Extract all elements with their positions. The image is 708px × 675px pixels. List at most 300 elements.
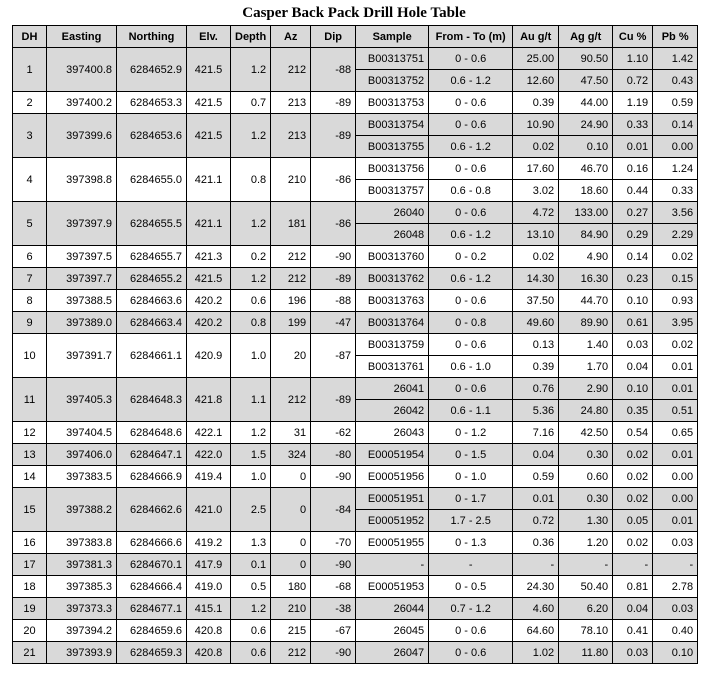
cell-dh: 13	[13, 444, 47, 466]
cell-from-to: 0.6 - 1.2	[429, 224, 513, 246]
cell-depth: 1.0	[231, 334, 271, 378]
cell-cu: 0.02	[613, 532, 653, 554]
cell-azimuth: 324	[271, 444, 311, 466]
cell-cu: 0.03	[613, 642, 653, 664]
cell-northing: 6284653.3	[117, 92, 187, 114]
header-elevation: Elv.	[187, 26, 231, 48]
header-au: Au g/t	[513, 26, 559, 48]
cell-dip: -84	[311, 488, 356, 532]
cell-from-to: 0 - 0.6	[429, 334, 513, 356]
cell-au: 12.60	[513, 70, 559, 92]
table-row	[13, 378, 698, 400]
cell-au: 64.60	[513, 620, 559, 642]
cell-cu: 1.19	[613, 92, 653, 114]
cell-pb: 0.01	[653, 356, 698, 378]
cell-depth: 2.5	[231, 488, 271, 532]
cell-au: 5.36	[513, 400, 559, 422]
cell-elevation: 420.8	[187, 642, 231, 664]
cell-ag: 0.30	[559, 444, 613, 466]
cell-from-to: 0 - 0.6	[429, 48, 513, 70]
cell-au: 0.36	[513, 532, 559, 554]
table-row	[13, 620, 698, 642]
table-row	[13, 290, 698, 312]
cell-dip: -86	[311, 202, 356, 246]
table-row	[13, 334, 698, 356]
cell-cu: 0.02	[613, 444, 653, 466]
cell-cu: 0.44	[613, 180, 653, 202]
cell-easting: 397406.0	[47, 444, 117, 466]
cell-pb: 0.01	[653, 444, 698, 466]
cell-depth: 0.5	[231, 576, 271, 598]
cell-au: 13.10	[513, 224, 559, 246]
cell-sample: B00313752	[356, 70, 429, 92]
cell-sample: B00313756	[356, 158, 429, 180]
cell-northing: 6284648.6	[117, 422, 187, 444]
cell-sample: 26041	[356, 378, 429, 400]
cell-dip: -80	[311, 444, 356, 466]
cell-elevation: 421.1	[187, 158, 231, 202]
cell-easting: 397391.7	[47, 334, 117, 378]
cell-dip: -88	[311, 48, 356, 92]
table-row	[13, 554, 698, 576]
cell-northing: 6284652.9	[117, 48, 187, 92]
cell-sample: 26042	[356, 400, 429, 422]
header-azimuth: Az	[271, 26, 311, 48]
cell-cu: 0.04	[613, 598, 653, 620]
cell-cu: 0.23	[613, 268, 653, 290]
cell-ag: 50.40	[559, 576, 613, 598]
cell-depth: 1.5	[231, 444, 271, 466]
cell-dip: -90	[311, 246, 356, 268]
cell-cu: 0.01	[613, 136, 653, 158]
cell-pb: 0.10	[653, 642, 698, 664]
cell-northing: 6284670.1	[117, 554, 187, 576]
cell-northing: 6284666.6	[117, 532, 187, 554]
cell-dh: 10	[13, 334, 47, 378]
cell-ag: 1.40	[559, 334, 613, 356]
cell-northing: 6284666.4	[117, 576, 187, 598]
cell-easting: 397400.2	[47, 92, 117, 114]
cell-from-to: 0 - 1.2	[429, 422, 513, 444]
cell-ag: 1.70	[559, 356, 613, 378]
cell-from-to: 0 - 1.7	[429, 488, 513, 510]
cell-dh: 2	[13, 92, 47, 114]
cell-cu: 0.02	[613, 488, 653, 510]
cell-dh: 15	[13, 488, 47, 532]
cell-from-to: 0 - 1.0	[429, 466, 513, 488]
cell-dh: 5	[13, 202, 47, 246]
cell-pb: 0.33	[653, 180, 698, 202]
cell-easting: 397399.6	[47, 114, 117, 158]
header-dip: Dip	[311, 26, 356, 48]
cell-easting: 397381.3	[47, 554, 117, 576]
cell-au: 0.39	[513, 92, 559, 114]
cell-sample: 26045	[356, 620, 429, 642]
cell-azimuth: 210	[271, 158, 311, 202]
cell-from-to: 0 - 0.6	[429, 202, 513, 224]
cell-elevation: 417.9	[187, 554, 231, 576]
cell-au: 49.60	[513, 312, 559, 334]
table-row	[13, 48, 698, 70]
cell-pb: 2.78	[653, 576, 698, 598]
cell-au: 7.16	[513, 422, 559, 444]
cell-au: 0.72	[513, 510, 559, 532]
cell-dh: 1	[13, 48, 47, 92]
cell-azimuth: 196	[271, 290, 311, 312]
cell-ag: 0.60	[559, 466, 613, 488]
cell-ag: 1.20	[559, 532, 613, 554]
cell-azimuth: 20	[271, 334, 311, 378]
cell-pb: 0.02	[653, 246, 698, 268]
cell-depth: 1.2	[231, 268, 271, 290]
table-row	[13, 444, 698, 466]
cell-elevation: 422.0	[187, 444, 231, 466]
cell-from-to: 0.6 - 1.2	[429, 136, 513, 158]
cell-northing: 6284666.9	[117, 466, 187, 488]
cell-sample: B00313764	[356, 312, 429, 334]
cell-easting: 397393.9	[47, 642, 117, 664]
cell-from-to: 1.7 - 2.5	[429, 510, 513, 532]
cell-elevation: 419.0	[187, 576, 231, 598]
cell-ag: 42.50	[559, 422, 613, 444]
header-depth: Depth	[231, 26, 271, 48]
cell-cu: 0.81	[613, 576, 653, 598]
cell-au: 0.76	[513, 378, 559, 400]
cell-cu: 0.29	[613, 224, 653, 246]
cell-azimuth: 212	[271, 268, 311, 290]
cell-pb: 0.40	[653, 620, 698, 642]
cell-sample: B00313763	[356, 290, 429, 312]
cell-pb: 0.01	[653, 378, 698, 400]
cell-au: -	[513, 554, 559, 576]
cell-northing: 6284655.0	[117, 158, 187, 202]
cell-dip: -89	[311, 114, 356, 158]
cell-northing: 6284663.4	[117, 312, 187, 334]
table-row	[13, 422, 698, 444]
cell-pb: 2.29	[653, 224, 698, 246]
cell-pb: -	[653, 554, 698, 576]
table-row	[13, 488, 698, 510]
cell-sample: B00313754	[356, 114, 429, 136]
cell-sample: B00313759	[356, 334, 429, 356]
cell-elevation: 421.3	[187, 246, 231, 268]
cell-dip: -86	[311, 158, 356, 202]
cell-northing: 6284648.3	[117, 378, 187, 422]
cell-elevation: 421.5	[187, 92, 231, 114]
cell-sample: -	[356, 554, 429, 576]
cell-azimuth: 199	[271, 312, 311, 334]
table-row	[13, 246, 698, 268]
cell-sample: B00313753	[356, 92, 429, 114]
cell-from-to: 0 - 0.6	[429, 378, 513, 400]
cell-from-to: 0 - 0.6	[429, 642, 513, 664]
cell-dh: 9	[13, 312, 47, 334]
cell-ag: 24.80	[559, 400, 613, 422]
cell-dh: 8	[13, 290, 47, 312]
cell-cu: -	[613, 554, 653, 576]
cell-pb: 0.93	[653, 290, 698, 312]
cell-sample: E00051952	[356, 510, 429, 532]
cell-dip: -89	[311, 378, 356, 422]
cell-pb: 0.59	[653, 92, 698, 114]
cell-easting: 397404.5	[47, 422, 117, 444]
cell-sample: E00051951	[356, 488, 429, 510]
cell-elevation: 419.4	[187, 466, 231, 488]
cell-easting: 397373.3	[47, 598, 117, 620]
header-pb: Pb %	[653, 26, 698, 48]
cell-pb: 0.01	[653, 510, 698, 532]
cell-ag: 44.00	[559, 92, 613, 114]
cell-dh: 18	[13, 576, 47, 598]
cell-au: 0.01	[513, 488, 559, 510]
cell-dh: 6	[13, 246, 47, 268]
cell-au: 24.30	[513, 576, 559, 598]
cell-easting: 397394.2	[47, 620, 117, 642]
cell-cu: 0.33	[613, 114, 653, 136]
cell-sample: B00313761	[356, 356, 429, 378]
cell-cu: 0.72	[613, 70, 653, 92]
cell-elevation: 422.1	[187, 422, 231, 444]
cell-depth: 0.8	[231, 158, 271, 202]
cell-pb: 0.14	[653, 114, 698, 136]
table-row	[13, 598, 698, 620]
cell-from-to: 0 - 0.8	[429, 312, 513, 334]
cell-au: 0.02	[513, 136, 559, 158]
cell-ag: 16.30	[559, 268, 613, 290]
cell-northing: 6284655.2	[117, 268, 187, 290]
cell-easting: 397397.7	[47, 268, 117, 290]
cell-au: 0.59	[513, 466, 559, 488]
cell-cu: 0.35	[613, 400, 653, 422]
table-row	[13, 466, 698, 488]
cell-pb: 1.42	[653, 48, 698, 70]
cell-pb: 0.65	[653, 422, 698, 444]
cell-depth: 1.0	[231, 466, 271, 488]
cell-northing: 6284661.1	[117, 334, 187, 378]
cell-cu: 0.41	[613, 620, 653, 642]
cell-au: 0.13	[513, 334, 559, 356]
cell-pb: 0.02	[653, 334, 698, 356]
cell-northing: 6284653.6	[117, 114, 187, 158]
cell-cu: 0.10	[613, 290, 653, 312]
cell-depth: 0.6	[231, 290, 271, 312]
cell-depth: 0.1	[231, 554, 271, 576]
cell-dip: -62	[311, 422, 356, 444]
cell-azimuth: 0	[271, 532, 311, 554]
cell-dh: 16	[13, 532, 47, 554]
cell-ag: 44.70	[559, 290, 613, 312]
cell-azimuth: 213	[271, 92, 311, 114]
cell-easting: 397383.8	[47, 532, 117, 554]
cell-dip: -90	[311, 642, 356, 664]
cell-pb: 0.00	[653, 136, 698, 158]
cell-ag: 90.50	[559, 48, 613, 70]
cell-au: 25.00	[513, 48, 559, 70]
table-row	[13, 92, 698, 114]
cell-dh: 14	[13, 466, 47, 488]
cell-elevation: 420.8	[187, 620, 231, 642]
cell-dip: -38	[311, 598, 356, 620]
cell-cu: 0.61	[613, 312, 653, 334]
cell-dh: 21	[13, 642, 47, 664]
cell-pb: 0.03	[653, 532, 698, 554]
cell-elevation: 419.2	[187, 532, 231, 554]
cell-depth: 1.2	[231, 48, 271, 92]
table-row	[13, 576, 698, 598]
cell-ag: 89.90	[559, 312, 613, 334]
cell-dip: -88	[311, 290, 356, 312]
cell-sample: B00313757	[356, 180, 429, 202]
cell-depth: 0.8	[231, 312, 271, 334]
cell-from-to: 0 - 1.5	[429, 444, 513, 466]
cell-pb: 3.95	[653, 312, 698, 334]
cell-northing: 6284677.1	[117, 598, 187, 620]
cell-dip: -70	[311, 532, 356, 554]
cell-azimuth: 0	[271, 466, 311, 488]
header-from-to: From - To (m)	[429, 26, 513, 48]
cell-dip: -90	[311, 466, 356, 488]
cell-sample: 26043	[356, 422, 429, 444]
cell-from-to: 0.6 - 1.0	[429, 356, 513, 378]
cell-from-to: 0 - 0.6	[429, 290, 513, 312]
cell-dip: -89	[311, 92, 356, 114]
drill-hole-table	[12, 25, 698, 664]
cell-pb: 0.15	[653, 268, 698, 290]
cell-elevation: 420.9	[187, 334, 231, 378]
cell-cu: 0.02	[613, 466, 653, 488]
cell-depth: 0.6	[231, 620, 271, 642]
cell-ag: 133.00	[559, 202, 613, 224]
cell-sample: 26044	[356, 598, 429, 620]
cell-au: 17.60	[513, 158, 559, 180]
cell-sample: E00051953	[356, 576, 429, 598]
cell-azimuth: 180	[271, 576, 311, 598]
cell-dh: 19	[13, 598, 47, 620]
header-row	[13, 26, 698, 48]
cell-sample: 26040	[356, 202, 429, 224]
cell-azimuth: 0	[271, 554, 311, 576]
cell-elevation: 421.1	[187, 202, 231, 246]
cell-easting: 397397.9	[47, 202, 117, 246]
cell-cu: 0.04	[613, 356, 653, 378]
cell-depth: 0.7	[231, 92, 271, 114]
cell-au: 0.39	[513, 356, 559, 378]
cell-au: 1.02	[513, 642, 559, 664]
table-title: Casper Back Pack Drill Hole Table	[242, 5, 466, 21]
cell-northing: 6284663.6	[117, 290, 187, 312]
cell-elevation: 421.8	[187, 378, 231, 422]
cell-easting: 397398.8	[47, 158, 117, 202]
header-cu: Cu %	[613, 26, 653, 48]
cell-cu: 0.27	[613, 202, 653, 224]
cell-ag: 78.10	[559, 620, 613, 642]
cell-dh: 4	[13, 158, 47, 202]
cell-from-to: 0 - 0.6	[429, 92, 513, 114]
cell-pb: 0.43	[653, 70, 698, 92]
cell-azimuth: 0	[271, 488, 311, 532]
cell-dh: 7	[13, 268, 47, 290]
cell-sample: B00313760	[356, 246, 429, 268]
cell-azimuth: 212	[271, 48, 311, 92]
cell-dh: 12	[13, 422, 47, 444]
cell-from-to: 0.6 - 1.2	[429, 268, 513, 290]
cell-elevation: 420.2	[187, 290, 231, 312]
cell-dip: -47	[311, 312, 356, 334]
cell-from-to: 0 - 0.6	[429, 114, 513, 136]
cell-ag: 2.90	[559, 378, 613, 400]
cell-ag: 11.80	[559, 642, 613, 664]
cell-easting: 397405.3	[47, 378, 117, 422]
cell-ag: 1.30	[559, 510, 613, 532]
cell-au: 4.72	[513, 202, 559, 224]
cell-dh: 3	[13, 114, 47, 158]
cell-from-to: 0 - 0.6	[429, 158, 513, 180]
cell-elevation: 421.5	[187, 114, 231, 158]
cell-dip: -89	[311, 268, 356, 290]
cell-cu: 0.10	[613, 378, 653, 400]
cell-cu: 0.16	[613, 158, 653, 180]
cell-au: 4.60	[513, 598, 559, 620]
cell-sample: 26048	[356, 224, 429, 246]
cell-northing: 6284655.7	[117, 246, 187, 268]
cell-ag: 84.90	[559, 224, 613, 246]
cell-from-to: 0 - 0.2	[429, 246, 513, 268]
cell-azimuth: 181	[271, 202, 311, 246]
cell-cu: 0.14	[613, 246, 653, 268]
cell-depth: 1.2	[231, 114, 271, 158]
table-row	[13, 532, 698, 554]
table-row	[13, 202, 698, 224]
cell-from-to: 0 - 1.3	[429, 532, 513, 554]
cell-azimuth: 212	[271, 642, 311, 664]
cell-azimuth: 212	[271, 246, 311, 268]
cell-from-to: 0 - 0.6	[429, 620, 513, 642]
cell-sample: E00051956	[356, 466, 429, 488]
cell-easting: 397400.8	[47, 48, 117, 92]
cell-au: 37.50	[513, 290, 559, 312]
cell-azimuth: 215	[271, 620, 311, 642]
cell-ag: 0.30	[559, 488, 613, 510]
table-row	[13, 268, 698, 290]
cell-from-to: 0.7 - 1.2	[429, 598, 513, 620]
cell-northing: 6284647.1	[117, 444, 187, 466]
cell-northing: 6284659.3	[117, 642, 187, 664]
cell-elevation: 421.5	[187, 268, 231, 290]
cell-from-to: -	[429, 554, 513, 576]
cell-easting: 397397.5	[47, 246, 117, 268]
cell-elevation: 420.2	[187, 312, 231, 334]
cell-depth: 1.1	[231, 378, 271, 422]
table-row	[13, 642, 698, 664]
header-easting: Easting	[47, 26, 117, 48]
cell-dip: -90	[311, 554, 356, 576]
cell-sample: B00313751	[356, 48, 429, 70]
cell-ag: 46.70	[559, 158, 613, 180]
cell-dh: 17	[13, 554, 47, 576]
header-sample: Sample	[356, 26, 429, 48]
cell-easting: 397385.3	[47, 576, 117, 598]
cell-northing: 6284659.6	[117, 620, 187, 642]
cell-easting: 397383.5	[47, 466, 117, 488]
cell-from-to: 0.6 - 1.2	[429, 70, 513, 92]
cell-ag: 24.90	[559, 114, 613, 136]
table-row	[13, 312, 698, 334]
cell-sample: B00313755	[356, 136, 429, 158]
cell-dh: 20	[13, 620, 47, 642]
cell-elevation: 421.0	[187, 488, 231, 532]
cell-depth: 0.2	[231, 246, 271, 268]
cell-ag: 6.20	[559, 598, 613, 620]
